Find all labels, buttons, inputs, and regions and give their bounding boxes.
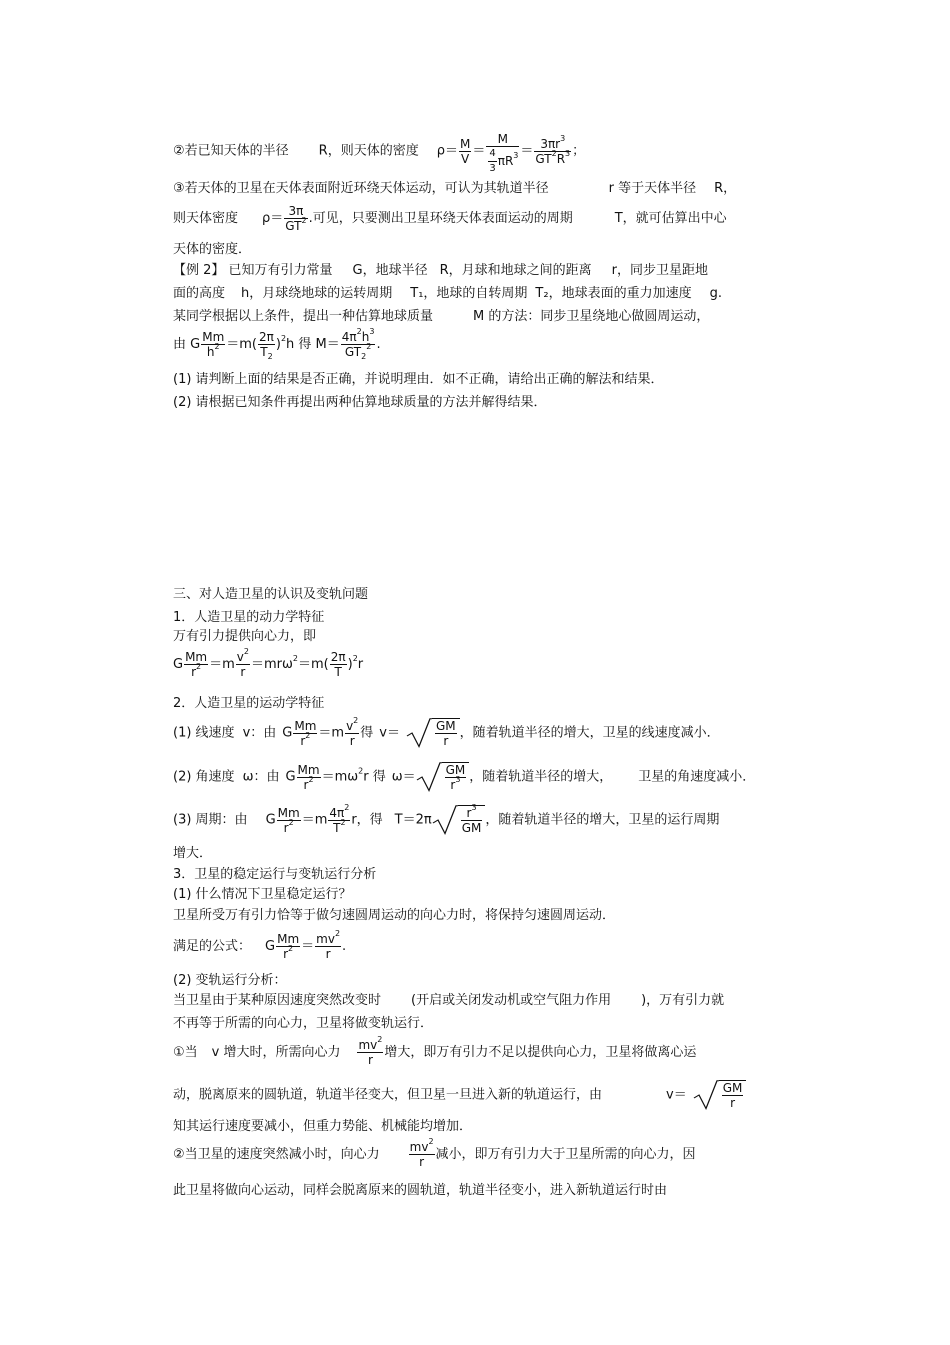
fraction-M-over-V: $\frac{M}{V}$ (459, 136, 471, 166)
subsection-dynamics: 1．人造卫星的动力学特征 (173, 610, 325, 625)
fraction-Mm-over-h2: $\frac{Mm}{h^2}$ (202, 330, 225, 359)
sqrt-r3-over-GM: $\frac{r^3}{GM}$ (432, 805, 486, 835)
example-2-line-1: 【例 2】 已知万有引力常量 G，地球半径 R，月球和地球之间的距离 r，同步卫星距地 (173, 263, 709, 278)
line-surface-orbit: ③若天体的卫星在天体表面附近环绕天体运动，可认为其轨道半径 r 等于天体半径 R， (173, 181, 737, 196)
case-1-line-1: ①当 v 增大时，所需向心力 $\frac{mv^2}{r}$ 增大，即万有引力不足以提供向心力，卫星将做离心运 (173, 1035, 697, 1067)
case-2-line-1: ②当卫星的速度突然减小时，向心力 $\frac{mv^2}{r}$ 减小，即万有引力大于卫星所需的向心力，因 (173, 1137, 696, 1169)
period-line: (3) 周期：由 G $\frac{Mm}{r^2}$ ＝m $\frac{4\pi^2}{T^2}$ r，得 T＝2π $\frac{r^3}{GM}$ ，随着轨道半径的增大，卫星的运行周期 (173, 802, 720, 835)
case-1-line-3: 知其运行速度要减小，但重力势能、机械能均增加． (173, 1119, 473, 1134)
case-1-line-2: 动，脱离原来的圆轨道，轨道半径变大，但卫星一旦进入新的轨道运行，由 v＝ $\frac{GM}{r}$ (173, 1080, 746, 1110)
line-density-end: 天体的密度． (173, 242, 252, 257)
dynamics-text: 万有引力提供向心力，即 (173, 629, 317, 644)
orbit-change-title: (2) 变轨运行分析： (173, 973, 287, 988)
subsection-orbit-analysis: 3．卫星的稳定运行与变轨运行分析 (173, 867, 377, 882)
fraction-2pi-over-T2: $\frac{2\pi}{T_2}$ (259, 330, 274, 361)
example-2-line-2: 面的高度 h，月球绕地球的运转周期 T₁，地球的自转周期 T₂，地球表面的重力加速度 g. (173, 286, 722, 301)
orbit-change-text-1: 当卫星由于某种原因速度突然改变时 (开启或关闭发动机或空气阻力作用 )，万有引力就 (173, 993, 725, 1008)
case-2-line-2: 此卫星将做向心运动，同样会脱离原来的圆轨道，轨道半径变小，进入新轨道运行时由 (173, 1183, 668, 1198)
line-density-radius: ②若已知天体的半径 R，则天体的密度 ρ＝ $\frac{M}{V}$ ＝ M $\frac{4}{3}$ $\pi R^3$ ＝ $\frac{3\pi r^3}{GT^2R^3}$ ； (173, 132, 586, 174)
stable-question: (1) 什么情况下卫星稳定运行？ (173, 887, 352, 902)
sqrt-GM-over-r-2: $\frac{GM}{r}$ (693, 1080, 747, 1110)
linear-velocity-line: (1) 线速度 v：由 G $\frac{Mm}{r^2}$ ＝m $\frac{v^2}{r}$ 得 v＝ $\frac{GM}{r}$ ，随着轨道半径的增大，卫星的线速度减小． (173, 715, 720, 748)
fraction-M-over-volume: M $\frac{4}{3}$ $\pi R^3$ (486, 132, 519, 176)
sqrt-GM-over-r: $\frac{GM}{r}$ (406, 718, 460, 748)
example-2-formula: 由 G $\frac{Mm}{h^2}$ ＝m( $\frac{2\pi}{T_2}$ )$^2$h 得 M＝ $\frac{4\pi^2h^3}{GT_2^2}$ . (173, 327, 381, 361)
period-end: 增大． (173, 846, 213, 861)
angular-velocity-line: (2) 角速度 ω：由 G $\frac{Mm}{r^2}$ $=m\omega^2r$ 得 ω＝ $\frac{GM}{r^3}$ ，随着轨道半径的增大， 卫星的角速度减小． (173, 762, 756, 792)
orbit-change-text-2: 不再等于所需的向心力，卫星将做变轨运行． (173, 1016, 434, 1031)
fraction-earth-mass: $\frac{4\pi^2h^3}{GT_2^2}$ (341, 327, 375, 361)
subsection-kinematics: 2．人造卫星的运动学特征 (173, 696, 325, 711)
fraction-3pi-over-GT2: $\frac{3\pi}{GT^2}$ (285, 204, 307, 233)
question-1: (1) 请判断上面的结果是否正确，并说明理由．如不正确，请给出正确的解法和结果． (173, 372, 664, 387)
sqrt-GM-over-r3: $\frac{GM}{r^3}$ (416, 762, 470, 792)
line-density-period: 则天体密度 ρ＝ $\frac{3\pi}{GT^2}$ .可见，只要测出卫星环绕天体表面运动的周期 T，就可估算出中心 (173, 204, 727, 233)
stable-formula: 满足的公式： G $\frac{Mm}{r^2}$ ＝ $\frac{mv^2}{r}$ . (173, 929, 347, 961)
dynamics-formula: G $\frac{Mm}{r^2}$ ＝m $\frac{v^2}{r}$ ＝mrω$^2$＝m( $\frac{2\pi}{T}$ )$^2$r (173, 647, 364, 679)
fraction-density-result: $\frac{3\pi r^3}{GT^2R^3}$ (535, 133, 571, 166)
stable-answer: 卫星所受万有引力恰等于做匀速圆周运动的向心力时，将保持匀速圆周运动． (173, 908, 616, 923)
question-2: (2) 请根据已知条件再提出两种估算地球质量的方法并解得结果． (173, 395, 547, 410)
section-3-title: 三、对人造卫星的认识及变轨问题 (173, 587, 369, 602)
example-2-line-3: 某同学根据以上条件，提出一种估算地球质量 M 的方法：同步卫星绕地心做圆周运动， (173, 309, 710, 324)
